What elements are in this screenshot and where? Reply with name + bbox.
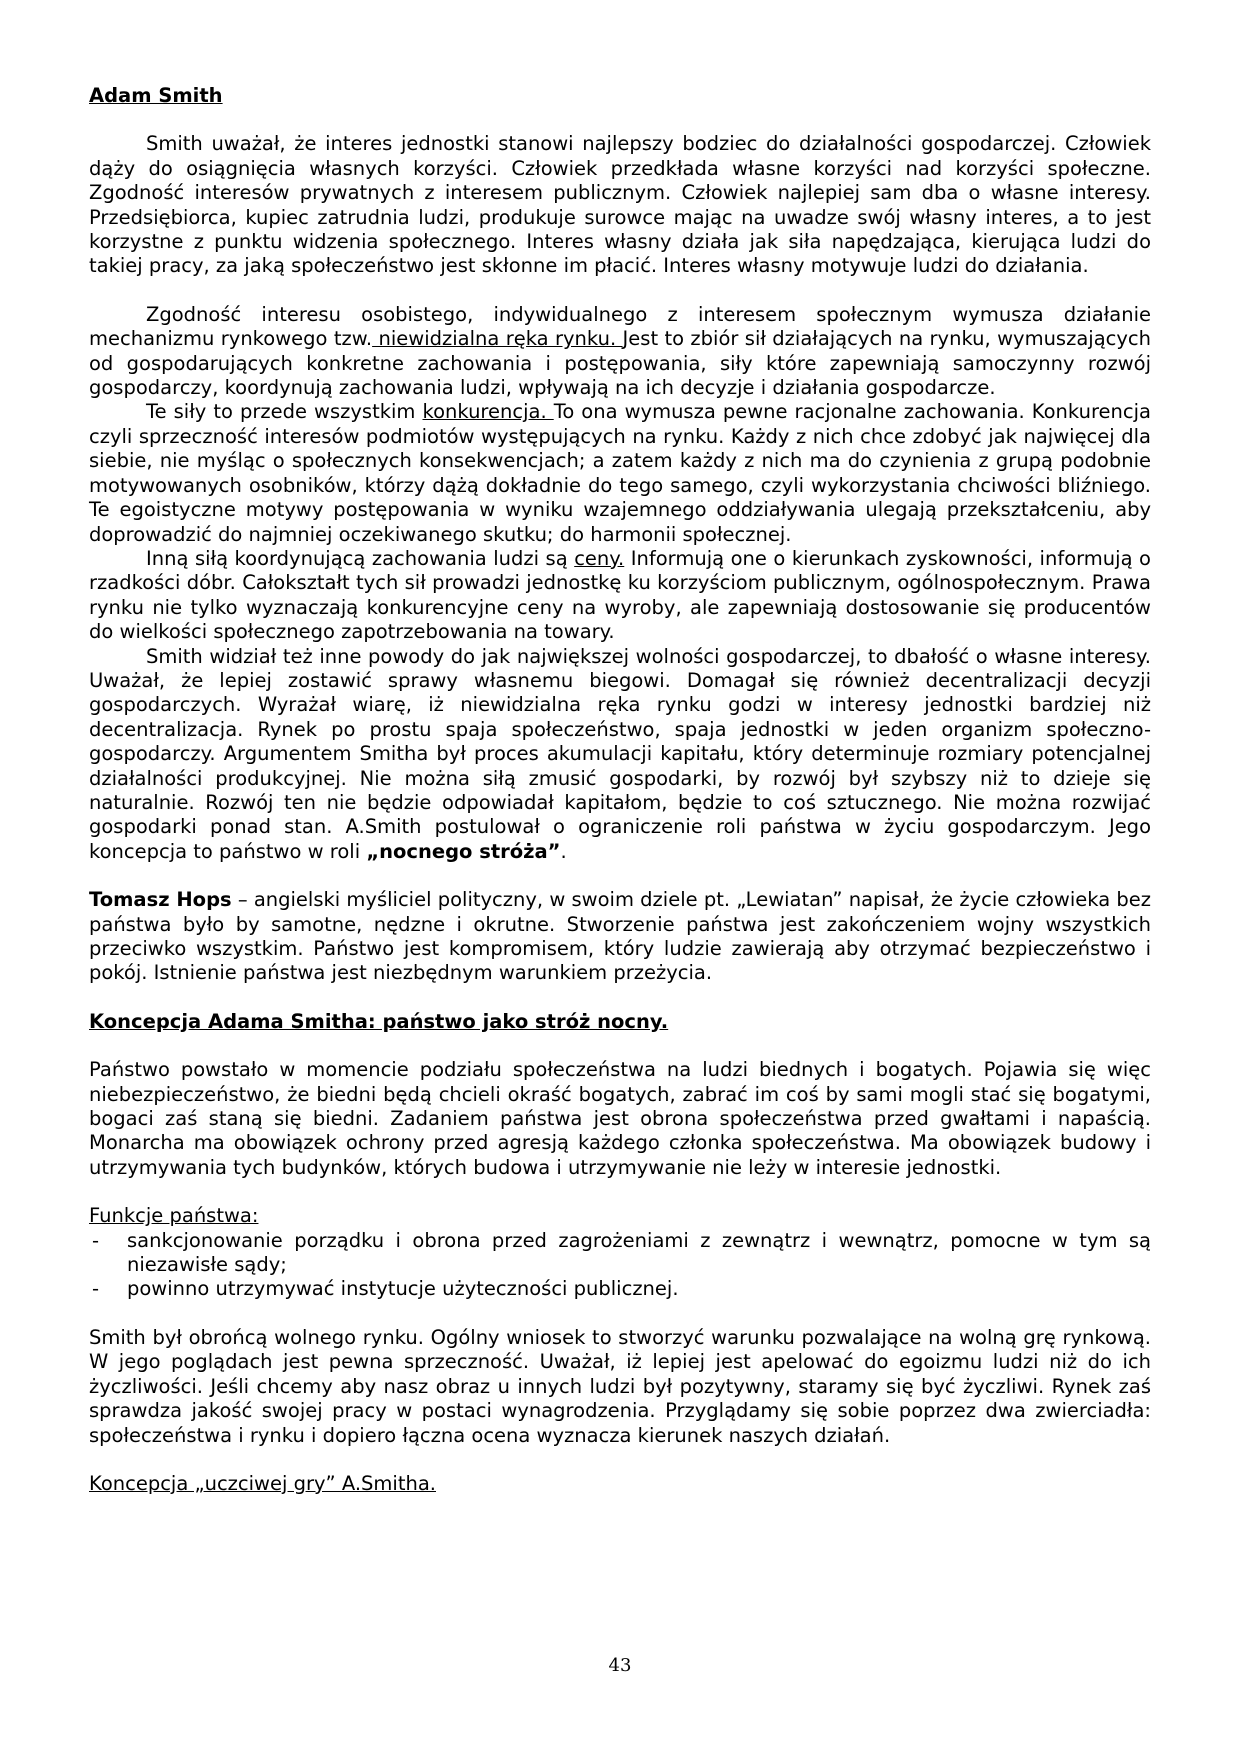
section-title-adam-smith: Adam Smith <box>89 84 223 107</box>
underlined-term-competition: konkurencja. <box>422 400 554 424</box>
paragraph-self-interest: Smith uważał, że interes jednostki stanowi najlepszy bodziec do działalności gospodarczej. Człowiek dąży do osiągnięcia własnych korzyści. Człowiek przedkłada własne korzyści nad korzyści społeczne. Zgodność interesów prywatnych z interesem publicznym. Człowiek najlepiej sam dba o własne interesy. Przedsiębiorca, kupiec zatrudnia ludzi, produkuje surowce mając na uwadze swój własny interes, a to jest korzystne z punktu widzenia społecznego. Interes własny działa jak siła napędzająca, kierująca ludzi do takiej pracy, za jaką społeczeństwo jest skłonne im płacić. Interes własny motywuje ludzi do działania. <box>89 132 1151 278</box>
section-title-night-watchman-state: Koncepcja Adama Smitha: państwo jako stróż nocny. <box>89 1009 669 1033</box>
underlined-term-invisible-hand: niewidzialna ręka rynku. <box>372 327 623 351</box>
paragraph-free-market: Smith był obrońcą wolnego rynku. Ogólny wniosek to stworzyć warunku pozwalające na wolną grę rynkową. W jego poglądach jest pewna sprzeczność. Uważał, iż lepiej jest apelować do egoizmu ludzi niż do ich życzliwości. Jeśli chcemy aby nasz obraz u innych ludzi był pozytywny, staramy się być życzliwi. Rynek zaś sprawdza jakość swojej pracy w postaci wynagrodzenia. Przyglądamy się sobie poprzez dwa zwierciadła: społeczeństwa i rynku i dopiero łączna ocena wyznacza kierunek naszych działań. <box>89 1325 1151 1447</box>
paragraph-text: Te siły to przede wszystkim <box>146 400 423 424</box>
document-page <box>89 84 1151 1496</box>
paragraph-state-origin: Państwo powstało w momencie podziału społeczeństwa na ludzi biednych i bogatych. Pojawia się więc niebezpieczeństwo, że biedni będą chcieli okraść bogatych, zabrać im coś by sami mogli stać się bogatymi, bogaci zaś staną się biedni. Zadaniem państwa jest obrona społeczeństwa przed gwałtami i napaścią. Monarcha ma obowiązek ochrony przed agresją każdego członka społeczeństwa. Ma obowiązek budowy i utrzymywania tych budynków, których budowa i utrzymywanie nie leży w interesie jednostki. <box>89 1058 1151 1179</box>
list-item-text: powinno utrzymywać instytucje użyteczności publicznej. <box>127 1277 679 1301</box>
bold-term-night-watchman: „nocnego stróża” <box>366 839 561 863</box>
paragraph-text: To ona wymusza pewne racjonalne zachowania. Konkurencja czyli sprzeczność interesów podmiotów występujących na rynku. Każdy z nich chce zdobyć jak najwięcej dla siebie, nie myśląc o społecznych konsekwencjach; a zatem każdy z nich ma do czynienia z grupą podobnie motywowanych osobników, którzy dążą dokładnie do tego samego, czyli wykorzystania chciwości bliźniego. Te egoistyczne motywy postępowania w wyniku wzajemnego oddziaływania ulegają przekształceniu, aby doprowadzić do najmniej oczekiwanego skutku; do harmonii społecznej. <box>89 400 1151 546</box>
hobbes-name: Tomasz Hops <box>89 888 232 912</box>
dash-bullet: - <box>92 1228 100 1252</box>
list-item-text: sankcjonowanie porządku i obrona przed zagrożeniami z zewnątrz i wewnątrz, pomocne w tym są niezawisłe sądy; <box>127 1228 1151 1277</box>
paragraph-prices <box>89 547 1151 645</box>
paragraph-text: – angielski myśliciel polityczny, w swoim dziele pt. „Lewiatan” napisał, że życie człowieka bez państwa było by samotne, nędzne i okrutne. Stworzenie państwa jest zakończeniem wojny wszystkich przeciwko wszystkim. Państwo jest kompromisem, który ludzie zawierają aby otrzymać bezpieczeństwo i pokój. Istnienie państwa jest niezbędnym warunkiem przeżycia. <box>89 888 1151 985</box>
paragraph-text: . <box>560 839 567 863</box>
list-item <box>89 1229 1151 1278</box>
functions-list <box>89 1229 1151 1302</box>
page-number: 43 <box>608 1655 632 1676</box>
paragraph-text: Informują one o kierunkach zyskowności, informują o rzadkości dóbr. Całokształt tych sił prowadzi jednostkę ku korzyściom publicznym, ogólnospołecznym. Prawa rynku nie tylko wyznaczają konkurencyjne ceny na wyroby, ale zapewniają dostosowanie się producentów do wielkości społecznego zapotrzebowania na towary. <box>89 546 1151 644</box>
list-item <box>89 1277 1151 1301</box>
paragraph-text: Inną siłą koordynującą zachowania ludzi są <box>146 546 575 570</box>
paragraph-text: Smith widział też inne powody do jak największej wolności gospodarczej, to dbałość o własne interesy. Uważał, że lepiej zostawić sprawy własnemu biegowi. Domagał się również decentralizacji decyzji gospodarczych. Wyrażał wiarę, iż niewidzialna ręka rynku godzi w interesy jednostki bardziej niż decentralizacja. Rynek po prostu spaja społeczeństwo, spaja jednostki w jeden organizm społeczno-gospodarczy. Argumentem Smitha był proces akumulacji kapitału, który determinuje rozmiary potencjalnej działalności produkcyjnej. Nie można siłą zmusić gospodarki, by rozwój był szybszy niż to dzieje się naturalnie. Rozwój ten nie będzie odpowiadał kapitałom, będzie to coś sztucznego. Nie można rozwijać gospodarki ponad stan. A.Smith postulował o ograniczenie roli państwa w życiu gospodarczym. Jego koncepcja to państwo w roli <box>89 644 1151 863</box>
paragraph-economic-freedom <box>89 645 1151 865</box>
underlined-term-prices: ceny. <box>574 546 625 570</box>
functions-title: Funkcje państwa: <box>89 1204 259 1228</box>
paragraph-hobbes <box>89 888 1151 986</box>
paragraph-text: Zgodność interesu osobistego, indywidualnego z interesem społecznym wymusza działanie mechanizmu rynkowego tzw. <box>89 302 1151 351</box>
dash-bullet: - <box>92 1277 100 1301</box>
section-title-fair-play: Koncepcja „uczciwej gry” A.Smitha. <box>89 1471 436 1495</box>
paragraph-text: Jest to zbiór sił działających na rynku, wymuszających od gospodarujących konkretne zachowania i postępowania, siły które zapewniają samoczynny rozwój gospodarczy, koordynują zachowania ludzi, wpływają na ich decyzje i działania gospodarcze. <box>89 327 1151 400</box>
paragraph-invisible-hand <box>89 303 1151 401</box>
paragraph-competition <box>89 400 1151 546</box>
